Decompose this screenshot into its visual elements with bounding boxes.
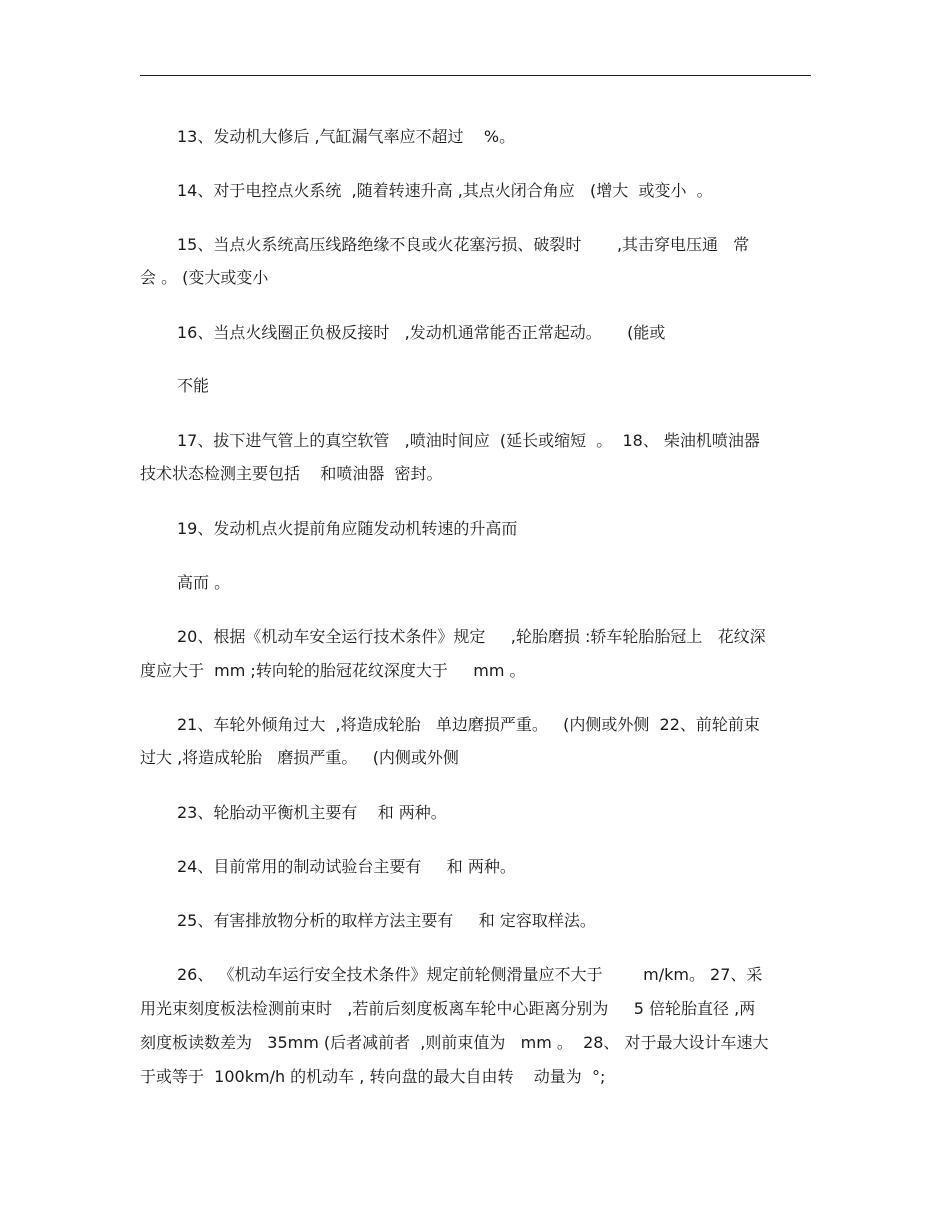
question-21-22: 21、车轮外倾角过大 ,将造成轮胎 单边磨损严重。 (内侧或外侧 22、前轮前束: [177, 715, 760, 734]
question-26-27: 26、 《机动车运行安全技术条件》规定前轮侧滑量应不大于 m/km。 27、采: [177, 965, 763, 984]
question-17-18: 17、拔下进气管上的真空软管 ,喷油时间应 (延长或缩短 。 18、 柴油机喷油器: [177, 431, 760, 450]
question-20-cont: 度应大于 mm ;转向轮的胎冠花纹深度大于 mm 。: [140, 661, 526, 680]
question-19-cont: 高而 。: [177, 573, 231, 592]
question-15: 15、当点火系统高压线路绝缘不良或火花塞污损、破裂时 ,其击穿电压通 常: [177, 235, 750, 254]
question-18-cont: 技术状态检测主要包括 和喷油器 密封。: [140, 464, 443, 483]
question-22-cont: 过大 ,将造成轮胎 磨损严重。 (内侧或外侧: [140, 748, 459, 767]
question-25: 25、有害排放物分析的取样方法主要有 和 定容取样法。: [177, 911, 596, 930]
question-16-cont: 不能: [177, 376, 210, 395]
question-16: 16、当点火线圈正负极反接时 ,发动机通常能否正常起动。 (能或: [177, 323, 666, 342]
question-15-cont: 会 。 (变大或变小: [140, 268, 269, 287]
question-27-cont: 用光束刻度板法检测前束时 ,若前后刻度板离车轮中心距离分别为 5 倍轮胎直径 ,两: [140, 999, 756, 1018]
question-23: 23、轮胎动平衡机主要有 和 两种。: [177, 803, 447, 822]
header-rule: [140, 75, 811, 76]
question-19: 19、发动机点火提前角应随发动机转速的升高而: [177, 519, 518, 538]
question-24: 24、目前常用的制动试验台主要有 和 两种。: [177, 857, 516, 876]
question-13: 13、发动机大修后 ,气缸漏气率应不超过 %。: [177, 127, 516, 146]
question-14: 14、对于电控点火系统 ,随着转速升高 ,其点火闭合角应 (增大 或变小 。: [177, 181, 713, 200]
question-27-28: 刻度板读数差为 35mm (后者减前者 ,则前束值为 mm 。 28、 对于最大设计车速大: [140, 1033, 769, 1052]
question-20: 20、根据《机动车安全运行技术条件》规定 ,轮胎磨损 :轿车轮胎胎冠上 花纹深: [177, 627, 766, 646]
question-28-cont: 于或等于 100km/h 的机动车 , 转向盘的最大自由转 动量为 °;: [140, 1067, 606, 1086]
